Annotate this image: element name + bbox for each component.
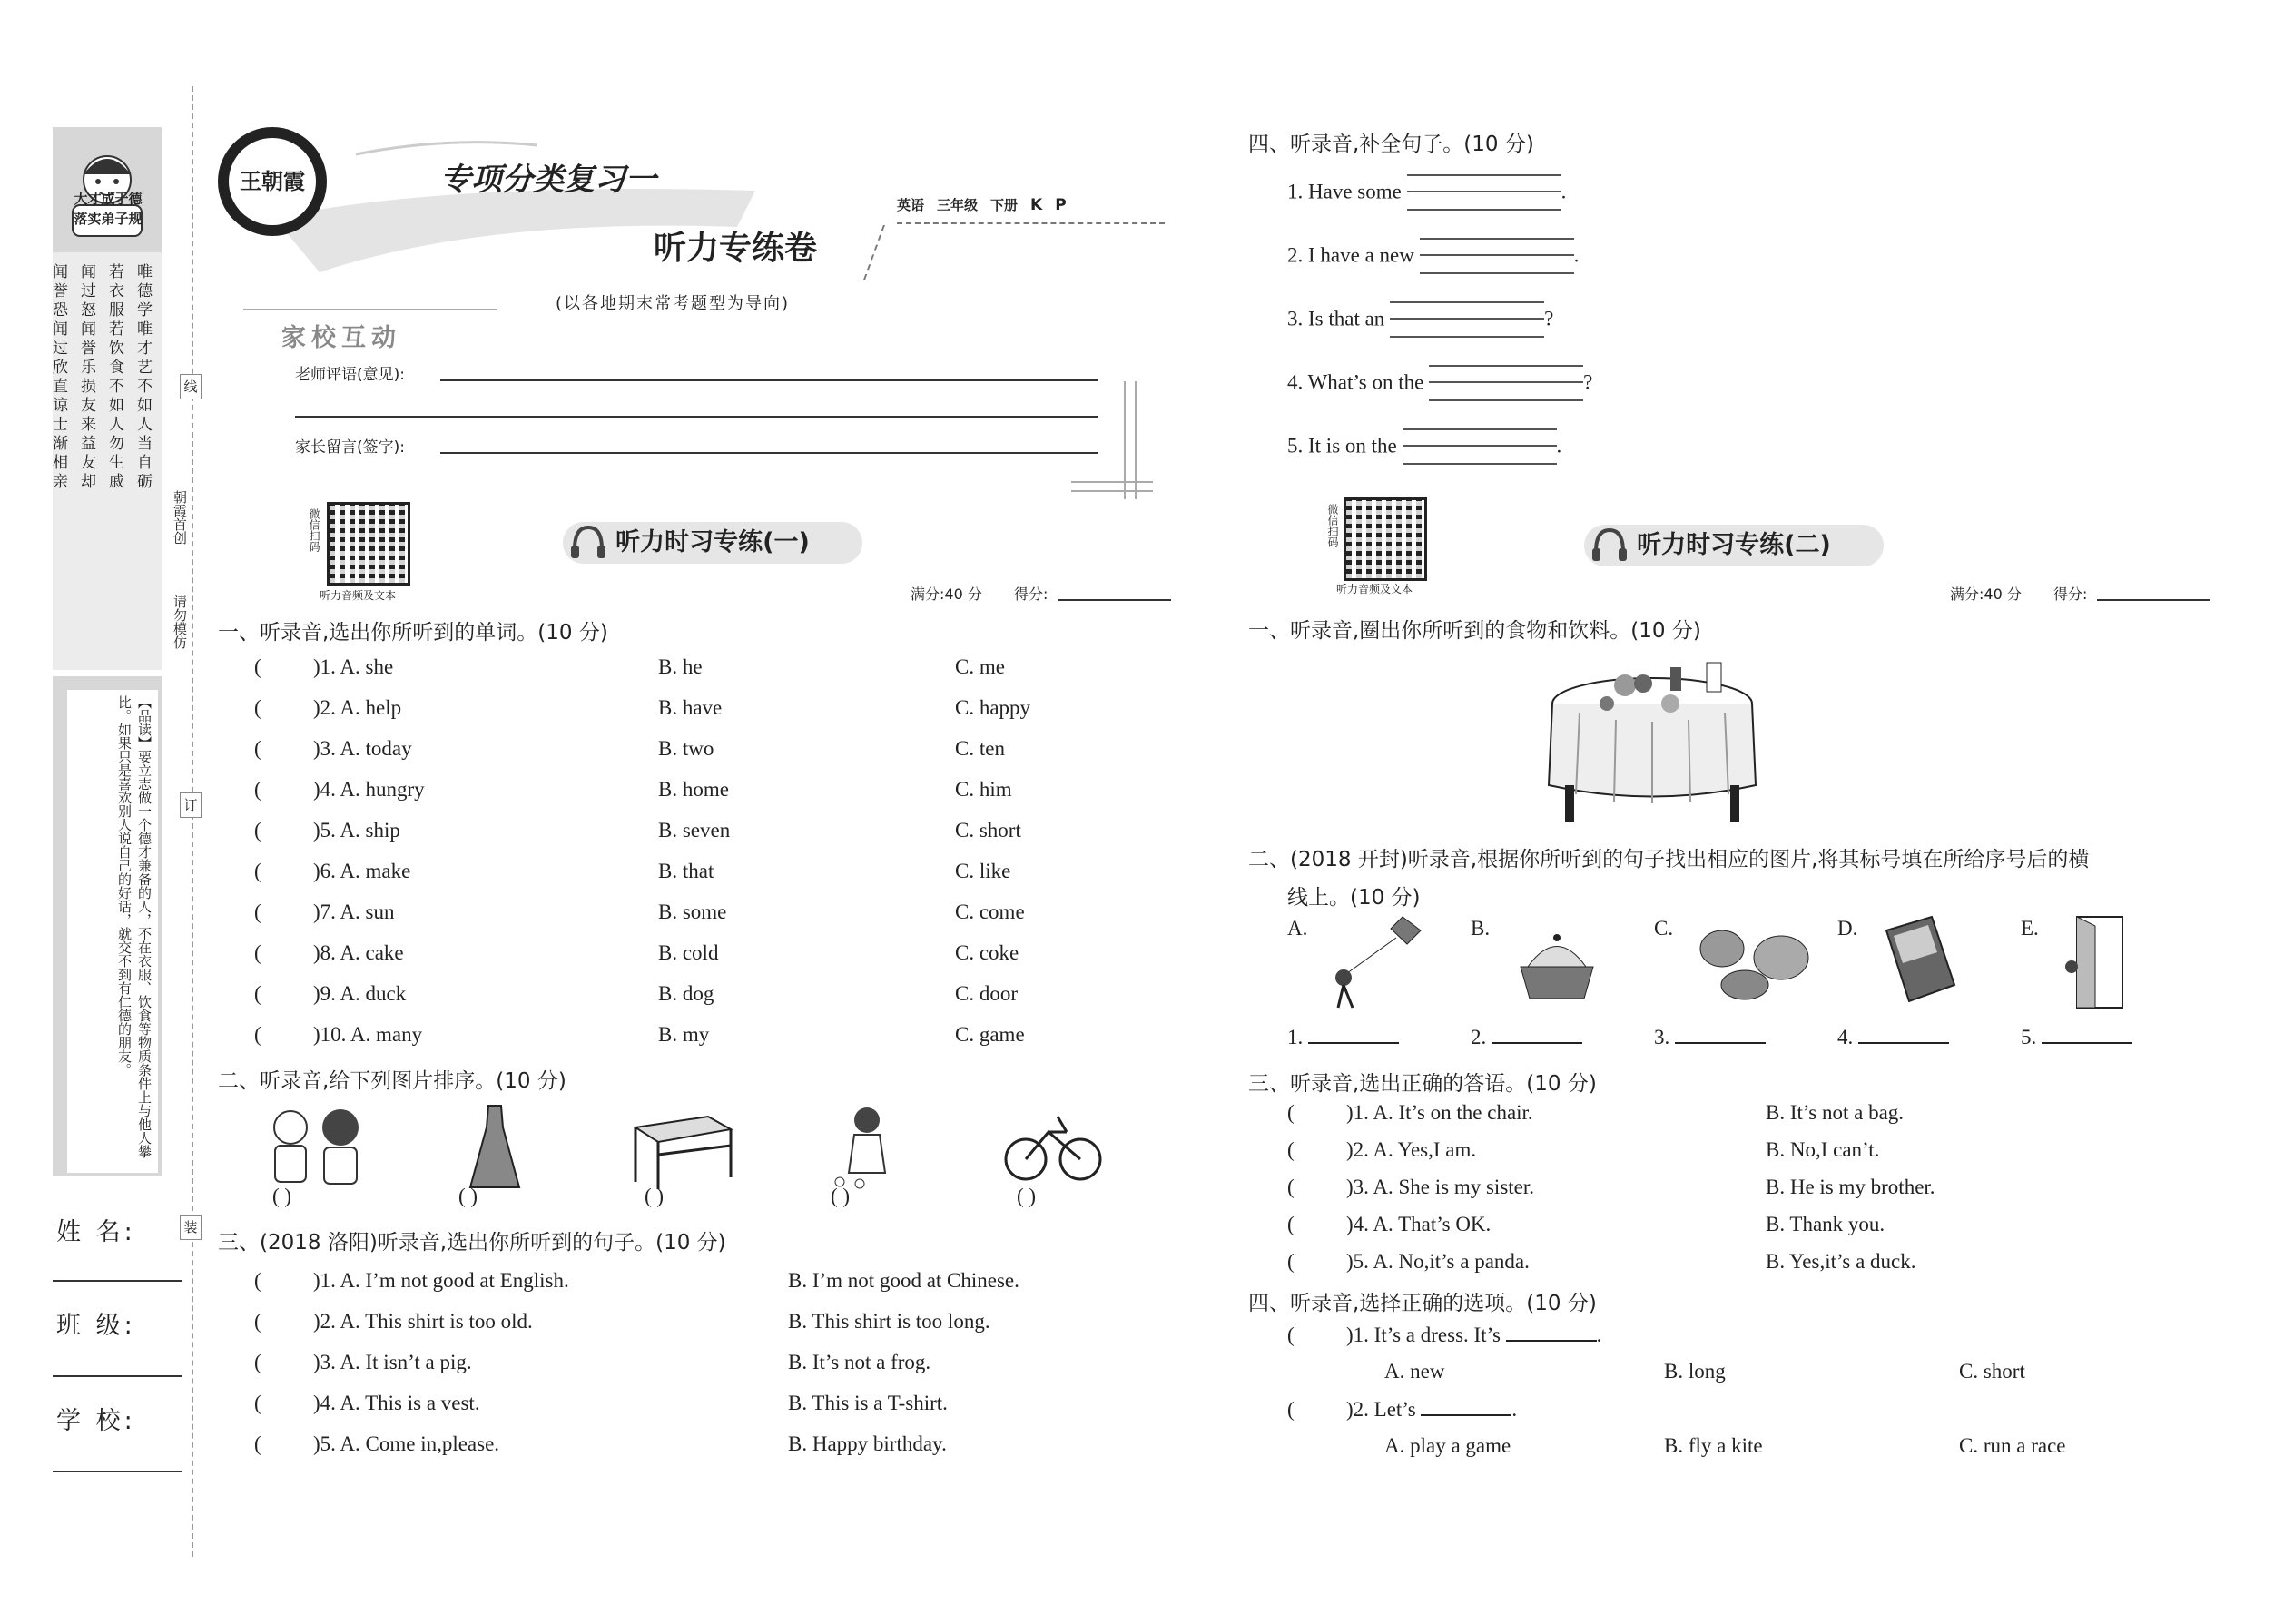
qr-caption-1: 听力音频及文本	[320, 589, 397, 602]
pic-blank-row: 1.	[1287, 1026, 1399, 1049]
kite-icon	[1316, 912, 1425, 1012]
teacher-comment-line-2[interactable]	[295, 416, 1098, 418]
book-icon	[1877, 912, 1959, 1008]
list-item: (	[254, 1023, 261, 1046]
cut-line	[192, 86, 193, 1557]
answer-blank-1[interactable]	[1506, 1340, 1597, 1342]
home-school-title: 家校互动	[281, 324, 401, 352]
p2-s3-title: 三、听录音,选出正确的答语。(10 分)	[1248, 1072, 1597, 1096]
option-c: C. happy	[955, 696, 1031, 719]
option-a: )1. A. It’s on the chair.	[1346, 1101, 1533, 1124]
girl-drawing-icon	[822, 1100, 903, 1191]
option-a: )1. A. she	[313, 655, 394, 678]
pic-blank-row: 4.	[1837, 1026, 1949, 1049]
pic-blank-3[interactable]	[1675, 1042, 1766, 1044]
option-a: )6. A. make	[313, 860, 411, 882]
poem: 唯德学唯才艺不如人当自砺 若衣服若饮食不如人勿生戚 闻过怒闻誉乐损友来益友却 闻誉恐闻过欣直谅士渐相亲	[49, 263, 152, 492]
list-item: (	[1287, 1213, 1295, 1235]
option-c: C. him	[955, 778, 1012, 801]
option-c: C. door	[955, 982, 1018, 1005]
option-c: C. like	[955, 860, 1011, 882]
pic-label-d: D.	[1837, 917, 1858, 940]
list-item: (	[254, 1269, 261, 1292]
frame-h1	[1071, 481, 1153, 483]
option-b: B. he	[658, 655, 703, 678]
fill-blank-2[interactable]	[1420, 238, 1574, 276]
teacher-comment-line[interactable]	[440, 379, 1098, 381]
side-note-2: 请勿模仿	[172, 595, 188, 649]
option-b: B. I’m not good at Chinese.	[788, 1269, 1019, 1292]
p2-s1-title: 一、听录音,圈出你所听到的食物和饮料。(10 分)	[1248, 619, 1701, 643]
option-a: )5. A. Come in,please.	[313, 1432, 500, 1455]
answer-blank-2[interactable]	[1421, 1414, 1511, 1416]
option-a: )5. A. No,it’s a panda.	[1346, 1250, 1530, 1273]
p2-s2-title: 二、(2018 开封)听录音,根据你所听到的句子找出相应的图片,将其标号填在所给序号后的横	[1248, 848, 2090, 871]
meta-tags: 英语 三年级 下册 K P	[897, 195, 1067, 214]
pic-blank-row: 5.	[2021, 1026, 2132, 1049]
school-field[interactable]	[53, 1471, 182, 1472]
option-b: B. cold	[658, 941, 719, 964]
pic-label-b: B.	[1471, 917, 1491, 940]
pic-label-e: E.	[2021, 917, 2039, 940]
fill-row-1: 1. Have some .	[1287, 174, 1566, 212]
option-a: A. play a game	[1384, 1434, 1511, 1457]
fill-blank-4[interactable]	[1429, 365, 1583, 403]
option-a: )9. A. duck	[313, 982, 407, 1005]
option-a: )8. A. cake	[313, 941, 404, 964]
p1-s3-title: 三、(2018 洛阳)听录音,选出你所听到的句子。(10 分)	[218, 1231, 726, 1255]
p1-s4-title: 四、听录音,补全句子。(10 分)	[1248, 133, 1534, 156]
class-label: 班 级:	[56, 1312, 136, 1340]
option-b: B. seven	[658, 819, 731, 842]
option-a: A. new	[1384, 1360, 1445, 1383]
table-with-food-icon	[1543, 649, 1761, 831]
option-a: )3. A. today	[313, 737, 412, 760]
fill-blank-1[interactable]	[1407, 174, 1561, 212]
option-b: B. dog	[658, 982, 714, 1005]
animals-icon	[1690, 908, 1813, 1008]
pic-answer-1[interactable]: ( )	[272, 1185, 292, 1207]
option-a: )4. A. hungry	[313, 778, 425, 801]
practice2-got-label: 得分:	[2053, 586, 2088, 603]
option-c: C. coke	[955, 941, 1019, 964]
cake-icon	[1511, 921, 1602, 1008]
question-1: )1. It’s a dress. It’s .	[1346, 1324, 1602, 1346]
parent-note-label: 家长留言(签字):	[295, 438, 405, 457]
list-item: (	[254, 901, 261, 923]
option-b: B. This is a T-shirt.	[788, 1392, 948, 1414]
class-field[interactable]	[53, 1375, 182, 1377]
headphones-icon	[567, 522, 609, 564]
option-b: B. fly a kite	[1664, 1434, 1763, 1457]
qr-code-1[interactable]	[327, 502, 410, 586]
option-b: B. It’s not a bag.	[1766, 1101, 1905, 1124]
list-item: (	[254, 737, 261, 760]
qr-label-2: 微信扫码	[1326, 504, 1339, 547]
pic-blank-5[interactable]	[2042, 1042, 2132, 1044]
option-a: )10. A. many	[313, 1023, 423, 1046]
list-item: (	[1287, 1324, 1295, 1346]
practice2-badge: 听力时习专练(二)	[1584, 525, 1884, 566]
option-b: B. my	[658, 1023, 710, 1046]
option-a: )3. A. She is my sister.	[1346, 1176, 1535, 1198]
option-a: )1. A. I’m not good at English.	[313, 1269, 569, 1292]
option-b: B. It’s not a frog.	[788, 1351, 931, 1373]
option-b: B. two	[658, 737, 714, 760]
list-item: (	[254, 1351, 261, 1373]
kids-icon	[259, 1100, 377, 1191]
option-c: C. short	[1959, 1360, 2025, 1383]
p2-s4-title: 四、听录音,选择正确的选项。(10 分)	[1248, 1292, 1597, 1315]
page-subtitle: (以各地期末常考题型为导向)	[556, 294, 791, 313]
list-item: (	[254, 1392, 261, 1414]
option-a: )2. A. Yes,I am.	[1346, 1138, 1477, 1161]
pic-label-a: A.	[1287, 917, 1308, 940]
option-a: )4. A. That’s OK.	[1346, 1213, 1492, 1235]
pic-answer-3[interactable]: ( )	[645, 1185, 665, 1207]
list-item: (	[254, 860, 261, 882]
fill-blank-5[interactable]	[1403, 428, 1557, 467]
side-note-1: 朝霞首创	[172, 490, 188, 545]
pic-blank-4[interactable]	[1858, 1042, 1949, 1044]
p2-s2-title-cont: 线上。(10 分)	[1287, 886, 1421, 910]
school-label: 学 校:	[56, 1407, 136, 1435]
option-c: C. game	[955, 1023, 1025, 1046]
brand-logo: 王朝霞	[218, 127, 327, 236]
list-item: (	[1287, 1101, 1295, 1124]
desk-icon	[626, 1109, 735, 1191]
list-item: (	[1287, 1398, 1295, 1421]
teacher-comment-label: 老师评语(意见):	[295, 366, 405, 384]
p1-s2-title: 二、听录音,给下列图片排序。(10 分)	[218, 1069, 566, 1093]
option-a: )5. A. ship	[313, 819, 400, 842]
name-label: 姓 名:	[56, 1218, 136, 1246]
practice2-got-field[interactable]	[2097, 599, 2210, 601]
practice1-got-label: 得分:	[1014, 586, 1049, 603]
option-a: )2. A. This shirt is too old.	[313, 1310, 533, 1333]
headphones-icon	[1589, 525, 1630, 566]
option-a: )7. A. sun	[313, 901, 395, 923]
list-item: (	[254, 982, 261, 1005]
list-item: (	[1287, 1176, 1295, 1198]
parent-note-line[interactable]	[440, 452, 1098, 454]
cut-mark-zhuang: 装	[180, 1215, 202, 1240]
cut-mark-xian: 线	[180, 374, 202, 399]
dress-icon	[463, 1100, 527, 1191]
motto: 大才成于德 落实弟子规	[74, 191, 143, 227]
option-b: B. long	[1664, 1360, 1726, 1383]
option-c: C. short	[955, 819, 1021, 842]
bike-icon	[1003, 1100, 1103, 1191]
list-item: (	[254, 655, 261, 678]
name-field[interactable]	[53, 1280, 182, 1282]
option-b: B. some	[658, 901, 727, 923]
pic-blank-row: 3.	[1654, 1026, 1766, 1049]
meta-underline	[897, 222, 1165, 224]
practice1-badge: 听力时习专练(一)	[563, 522, 862, 564]
list-item: (	[254, 696, 261, 719]
list-item: (	[254, 1432, 261, 1455]
option-b: B. He is my brother.	[1766, 1176, 1935, 1198]
reading-text: 【品读】要立志做一个德才兼备的人，不在衣服、饮食等物质条件上与他人攀比。如果只是喜欢别人说自己的好话，就交不到有仁德的朋友。	[67, 690, 158, 1173]
home-school-rule	[243, 309, 497, 310]
fill-row-3: 3. Is that an ?	[1287, 301, 1553, 340]
option-b: B. have	[658, 696, 723, 719]
option-a: )4. A. This is a vest.	[313, 1392, 480, 1414]
pic-blank-2[interactable]	[1492, 1042, 1582, 1044]
list-item: (	[254, 778, 261, 801]
door-icon	[2059, 912, 2136, 1012]
qr-label-1: 微信扫码	[308, 508, 320, 552]
fill-blank-3[interactable]	[1390, 301, 1544, 340]
question-2: )2. Let’s .	[1346, 1398, 1518, 1421]
option-b: B. Yes,it’s a duck.	[1766, 1250, 1916, 1273]
option-a: )2. A. help	[313, 696, 402, 719]
option-b: B. This shirt is too long.	[788, 1310, 990, 1333]
page-title: 听力专练卷	[654, 230, 818, 267]
frame-h2	[1071, 490, 1153, 492]
qr-code-2[interactable]	[1344, 497, 1427, 581]
practice1-got-field[interactable]	[1058, 599, 1171, 601]
pic-blank-1[interactable]	[1308, 1042, 1399, 1044]
pic-label-c: C.	[1654, 917, 1674, 940]
practice2-score: 满分:40 分	[1950, 586, 2022, 603]
option-c: C. come	[955, 901, 1025, 923]
fill-row-2: 2. I have a new .	[1287, 238, 1579, 276]
option-b: B. home	[658, 778, 729, 801]
option-b: B. that	[658, 860, 714, 882]
pic-answer-5[interactable]: ( )	[1017, 1185, 1037, 1207]
option-a: )3. A. It isn’t a pig.	[313, 1351, 472, 1373]
list-item: (	[1287, 1138, 1295, 1161]
option-b: B. Happy birthday.	[788, 1432, 947, 1455]
pic-blank-row: 2.	[1471, 1026, 1582, 1049]
option-c: C. run a race	[1959, 1434, 2066, 1457]
p1-s1-title: 一、听录音,选出你所听到的单词。(10 分)	[218, 621, 608, 645]
fill-row-5: 5. It is on the .	[1287, 428, 1561, 467]
fill-row-4: 4. What’s on the ?	[1287, 365, 1592, 403]
list-item: (	[1287, 1250, 1295, 1273]
list-item: (	[254, 1310, 261, 1333]
option-b: B. Thank you.	[1766, 1213, 1885, 1235]
option-c: C. ten	[955, 737, 1005, 760]
option-c: C. me	[955, 655, 1005, 678]
cut-mark-ding: 订	[180, 792, 202, 818]
option-b: B. No,I can’t.	[1766, 1138, 1880, 1161]
pic-answer-4[interactable]: ( )	[831, 1185, 851, 1207]
practice1-score: 满分:40 分	[911, 586, 982, 603]
qr-caption-2: 听力音频及文本	[1336, 583, 1413, 595]
series-title: 专项分类复习一	[440, 162, 656, 198]
list-item: (	[254, 941, 261, 964]
pic-answer-2[interactable]: ( )	[458, 1185, 478, 1207]
list-item: (	[254, 819, 261, 842]
